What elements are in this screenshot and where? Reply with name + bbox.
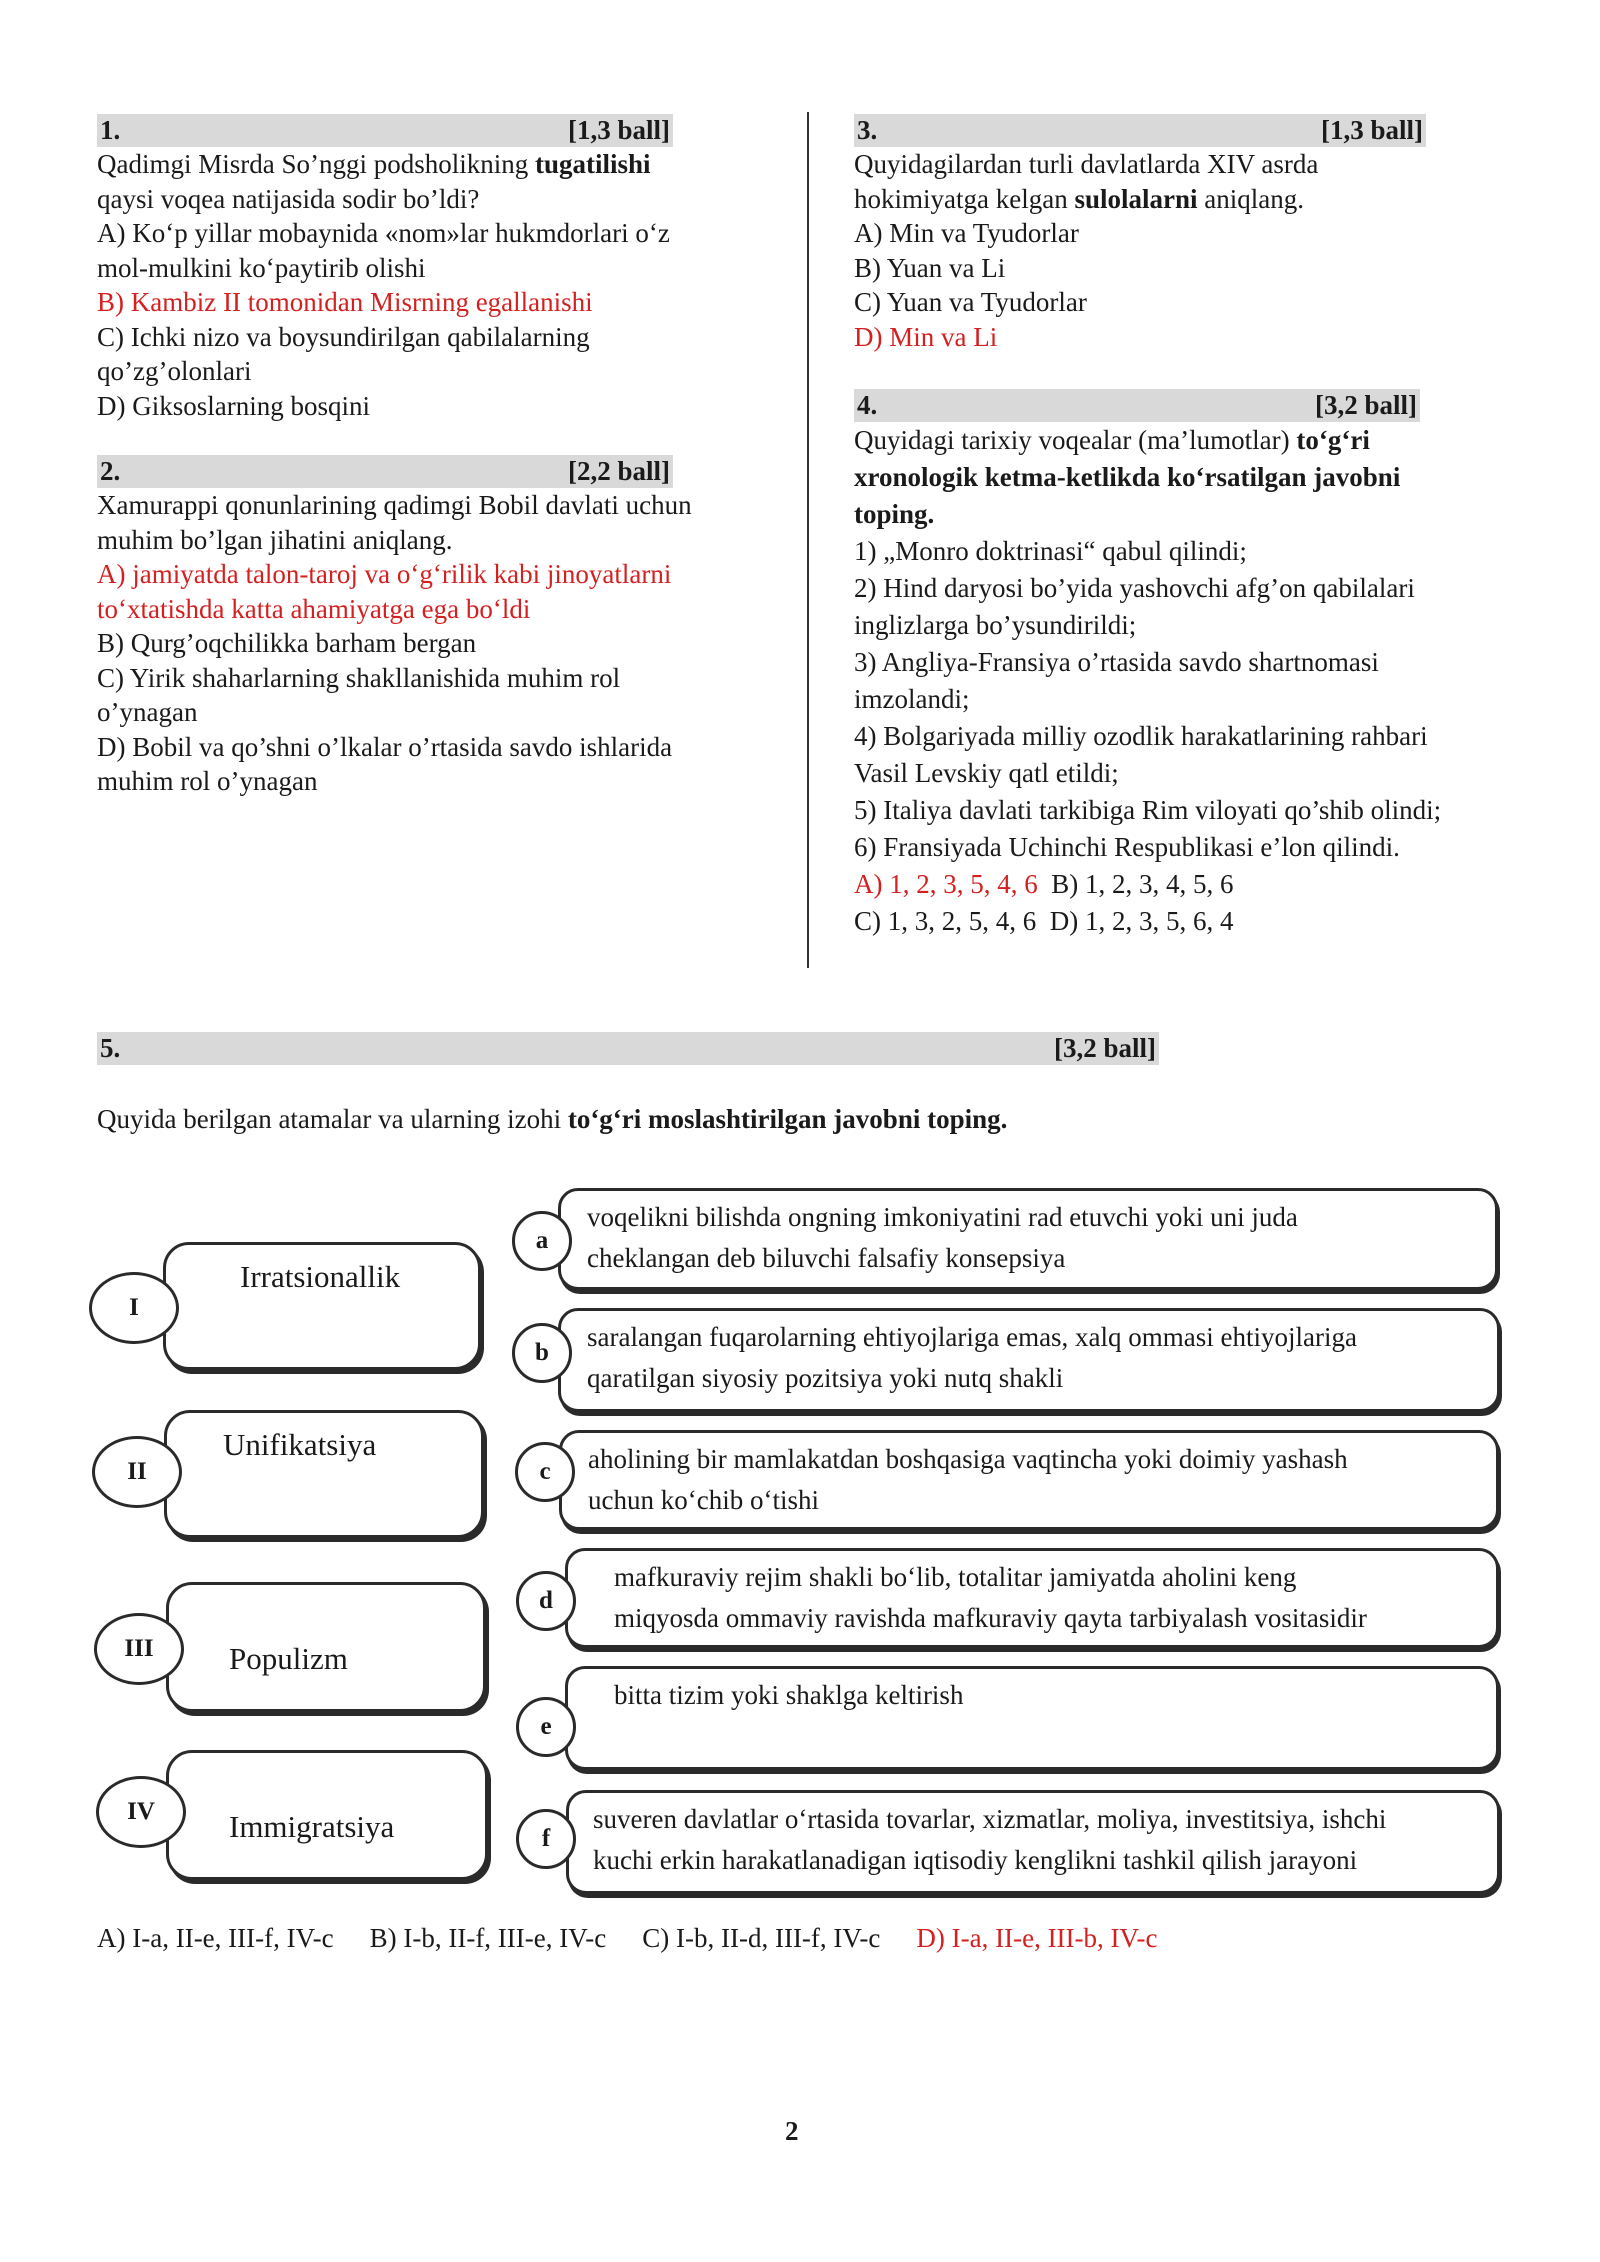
column-divider	[807, 112, 809, 968]
event-4: Vasil Levskiy qatl etildi;	[854, 758, 1119, 788]
question-stem: qaysi voqea natijasida sodir bo’ldi?	[97, 183, 480, 214]
term-label: Irratsionallik	[240, 1259, 401, 1294]
question-3	[854, 114, 1426, 354]
event-6: 6) Fransiyada Uchinchi Respublikasi e’lon qilindi.	[854, 832, 1400, 862]
term-number-1: I	[89, 1272, 179, 1344]
question-number: 5.	[100, 1033, 121, 1063]
definition-letter-d: d	[516, 1571, 576, 1631]
definition-d: mafkuraviy rejim shakli bo‘lib, totalitar jamiyatda aholini keng miqyosda ommaviy ravishda mafkuraviy qayta tarbiyalash vositasidir	[565, 1548, 1499, 1648]
question-score: [1,3 ball]	[1320, 115, 1423, 145]
option-d: D) Giksoslarning bosqini	[97, 390, 370, 421]
option-b: B) 1, 2, 3, 4, 5, 6	[1051, 869, 1234, 899]
option-a-correct: A) 1, 2, 3, 5, 4, 6	[854, 869, 1038, 899]
question-stem: Xamurappi qonunlarining qadimgi Bobil davlati uchun	[97, 490, 692, 520]
question-4	[854, 389, 1442, 940]
question-number: 3.	[857, 115, 878, 145]
option-a-correct: to‘xtatishda katta ahamiyatga ega bo‘ldi	[97, 593, 531, 624]
definition-b: saralangan fuqarolarning ehtiyojlariga emas, xalq ommasi ehtiyojlariga qaratilgan siyosiy pozitsiya yoki nutq shakli	[558, 1308, 1500, 1412]
option-d: D) Bobil va qo’shni o’lkalar o’rtasida savdo ishlarida	[97, 731, 673, 762]
question-3-header	[854, 114, 1426, 147]
option-d: muhim rol o’ynagan	[97, 766, 318, 796]
option-a: mol-mulkini ko‘paytirib olishi	[97, 252, 426, 283]
options-row	[854, 866, 1420, 903]
question-stem: Qadimgi Misrda So’nggi podsholikning tugatilishi	[97, 149, 651, 179]
option-a-correct: A) jamiyatda talon-taroj va o‘g‘rilik kabi jinoyatlarni	[97, 559, 672, 589]
term-number-4: IV	[96, 1776, 186, 1848]
definition-letter-f: f	[516, 1809, 576, 1869]
question-5-options	[97, 1923, 1194, 1954]
options-row	[854, 903, 1420, 940]
definition-c: aholining bir mamlakatdan boshqasiga vaqtincha yoki doimiy yashash uchun ko‘chib o‘tishi	[559, 1430, 1499, 1530]
question-5-header	[97, 1032, 1159, 1065]
option-d-correct: D) Min va Li	[854, 321, 998, 352]
question-stem: toping.	[854, 499, 935, 529]
option-b-correct: B) Kambiz II tomonidan Misrning egallanishi	[97, 287, 593, 317]
question-score: [3,2 ball]	[1314, 390, 1417, 420]
option-d-correct: D) I-a, II-e, III-b, IV-c	[916, 1923, 1158, 1953]
question-stem: Quyidagi tarixiy voqealar (ma’lumotlar) to‘g‘ri	[854, 425, 1370, 455]
option-b: B) I-b, II-f, III-e, IV-c	[369, 1923, 607, 1953]
event-3: 3) Angliya-Fransiya o’rtasida savdo shartnomasi	[854, 647, 1379, 677]
option-d: D) 1, 2, 3, 5, 6, 4	[1049, 906, 1234, 936]
question-stem: Quyida berilgan atamalar va ularning izohi to‘g‘ri moslashtirilgan javobni toping.	[97, 1104, 1008, 1134]
term-label: Populizm	[229, 1641, 348, 1676]
event-2: 2) Hind daryosi bo’yida yashovchi afg’on qabilalari	[854, 573, 1415, 603]
option-a: A) Min va Tyudorlar	[854, 218, 1079, 248]
page-number: 2	[785, 2116, 799, 2146]
question-stem: Quyidagilardan turli davlatlarda XIV asrda	[854, 149, 1319, 179]
option-c: C) 1, 3, 2, 5, 4, 6	[854, 906, 1037, 936]
question-1	[97, 114, 673, 423]
option-c: C) Yirik shaharlarning shakllanishida muhim rol	[97, 662, 621, 693]
event-4: 4) Bolgariyada milliy ozodlik harakatlarining rahbari	[854, 721, 1428, 751]
option-a: A) I-a, II-e, III-f, IV-c	[97, 1923, 334, 1953]
question-1-header	[97, 114, 673, 147]
event-1: 1) „Monro doktrinasi“ qabul qilindi;	[854, 536, 1247, 566]
option-c: qo’zg’olonlari	[97, 356, 252, 386]
question-2-header	[97, 455, 673, 488]
option-a: A) Ko‘p yillar mobaynida «nom»lar hukmdorlari o‘z	[97, 218, 670, 248]
term-box-1	[163, 1242, 481, 1370]
question-4-header	[854, 389, 1420, 422]
option-c: C) Yuan va Tyudorlar	[854, 287, 1087, 317]
event-5: 5) Italiya davlati tarkibiga Rim viloyati qo’shib olindi;	[854, 795, 1442, 825]
term-box-3	[166, 1582, 486, 1712]
term-box-4	[166, 1750, 488, 1880]
definition-letter-a: a	[512, 1211, 572, 1271]
question-score: [1,3 ball]	[567, 115, 670, 145]
question-stem: hokimiyatga kelgan sulolalarni aniqlang.	[854, 183, 1304, 214]
option-c: C) I-b, II-d, III-f, IV-c	[642, 1923, 881, 1953]
event-2: inglizlarga bo’ysundirildi;	[854, 610, 1137, 640]
option-c: o’ynagan	[97, 697, 198, 727]
term-number-2: II	[92, 1436, 182, 1508]
definition-e: bitta tizim yoki shaklga keltirish	[565, 1666, 1499, 1770]
question-score: [3,2 ball]	[1053, 1033, 1156, 1063]
definition-a: voqelikni bilishda ongning imkoniyatini rad etuvchi yoki uni juda cheklangan deb biluvchi falsafiy konsepsiya	[558, 1188, 1498, 1290]
definition-letter-e: e	[516, 1697, 576, 1757]
question-2	[97, 455, 692, 799]
question-number: 4.	[857, 390, 878, 420]
definition-f: suveren davlatlar o‘rtasida tovarlar, xizmatlar, moliya, investitsiya, ishchi kuchi erkin harakatlanadigan iqtisodiy kenglikni tashkil qilish jarayoni	[566, 1790, 1500, 1894]
option-b: B) Qurg’oqchilikka barham bergan	[97, 628, 477, 658]
definition-letter-b: b	[512, 1323, 572, 1383]
term-label: Unifikatsiya	[223, 1427, 377, 1462]
option-b: B) Yuan va Li	[854, 252, 1006, 283]
question-score: [2,2 ball]	[567, 456, 670, 486]
term-number-3: III	[94, 1613, 184, 1685]
question-stem: xronologik ketma-ketlikda ko‘rsatilgan javobni	[854, 462, 1401, 492]
term-label: Immigratsiya	[229, 1809, 395, 1844]
term-box-2	[164, 1410, 484, 1538]
definition-letter-c: c	[515, 1442, 575, 1502]
question-stem: muhim bo’lgan jihatini aniqlang.	[97, 524, 453, 555]
option-c: C) Ichki nizo va boysundirilgan qabilalarning	[97, 321, 590, 352]
question-number: 1.	[100, 115, 121, 145]
question-number: 2.	[100, 456, 121, 486]
event-3: imzolandi;	[854, 684, 970, 714]
